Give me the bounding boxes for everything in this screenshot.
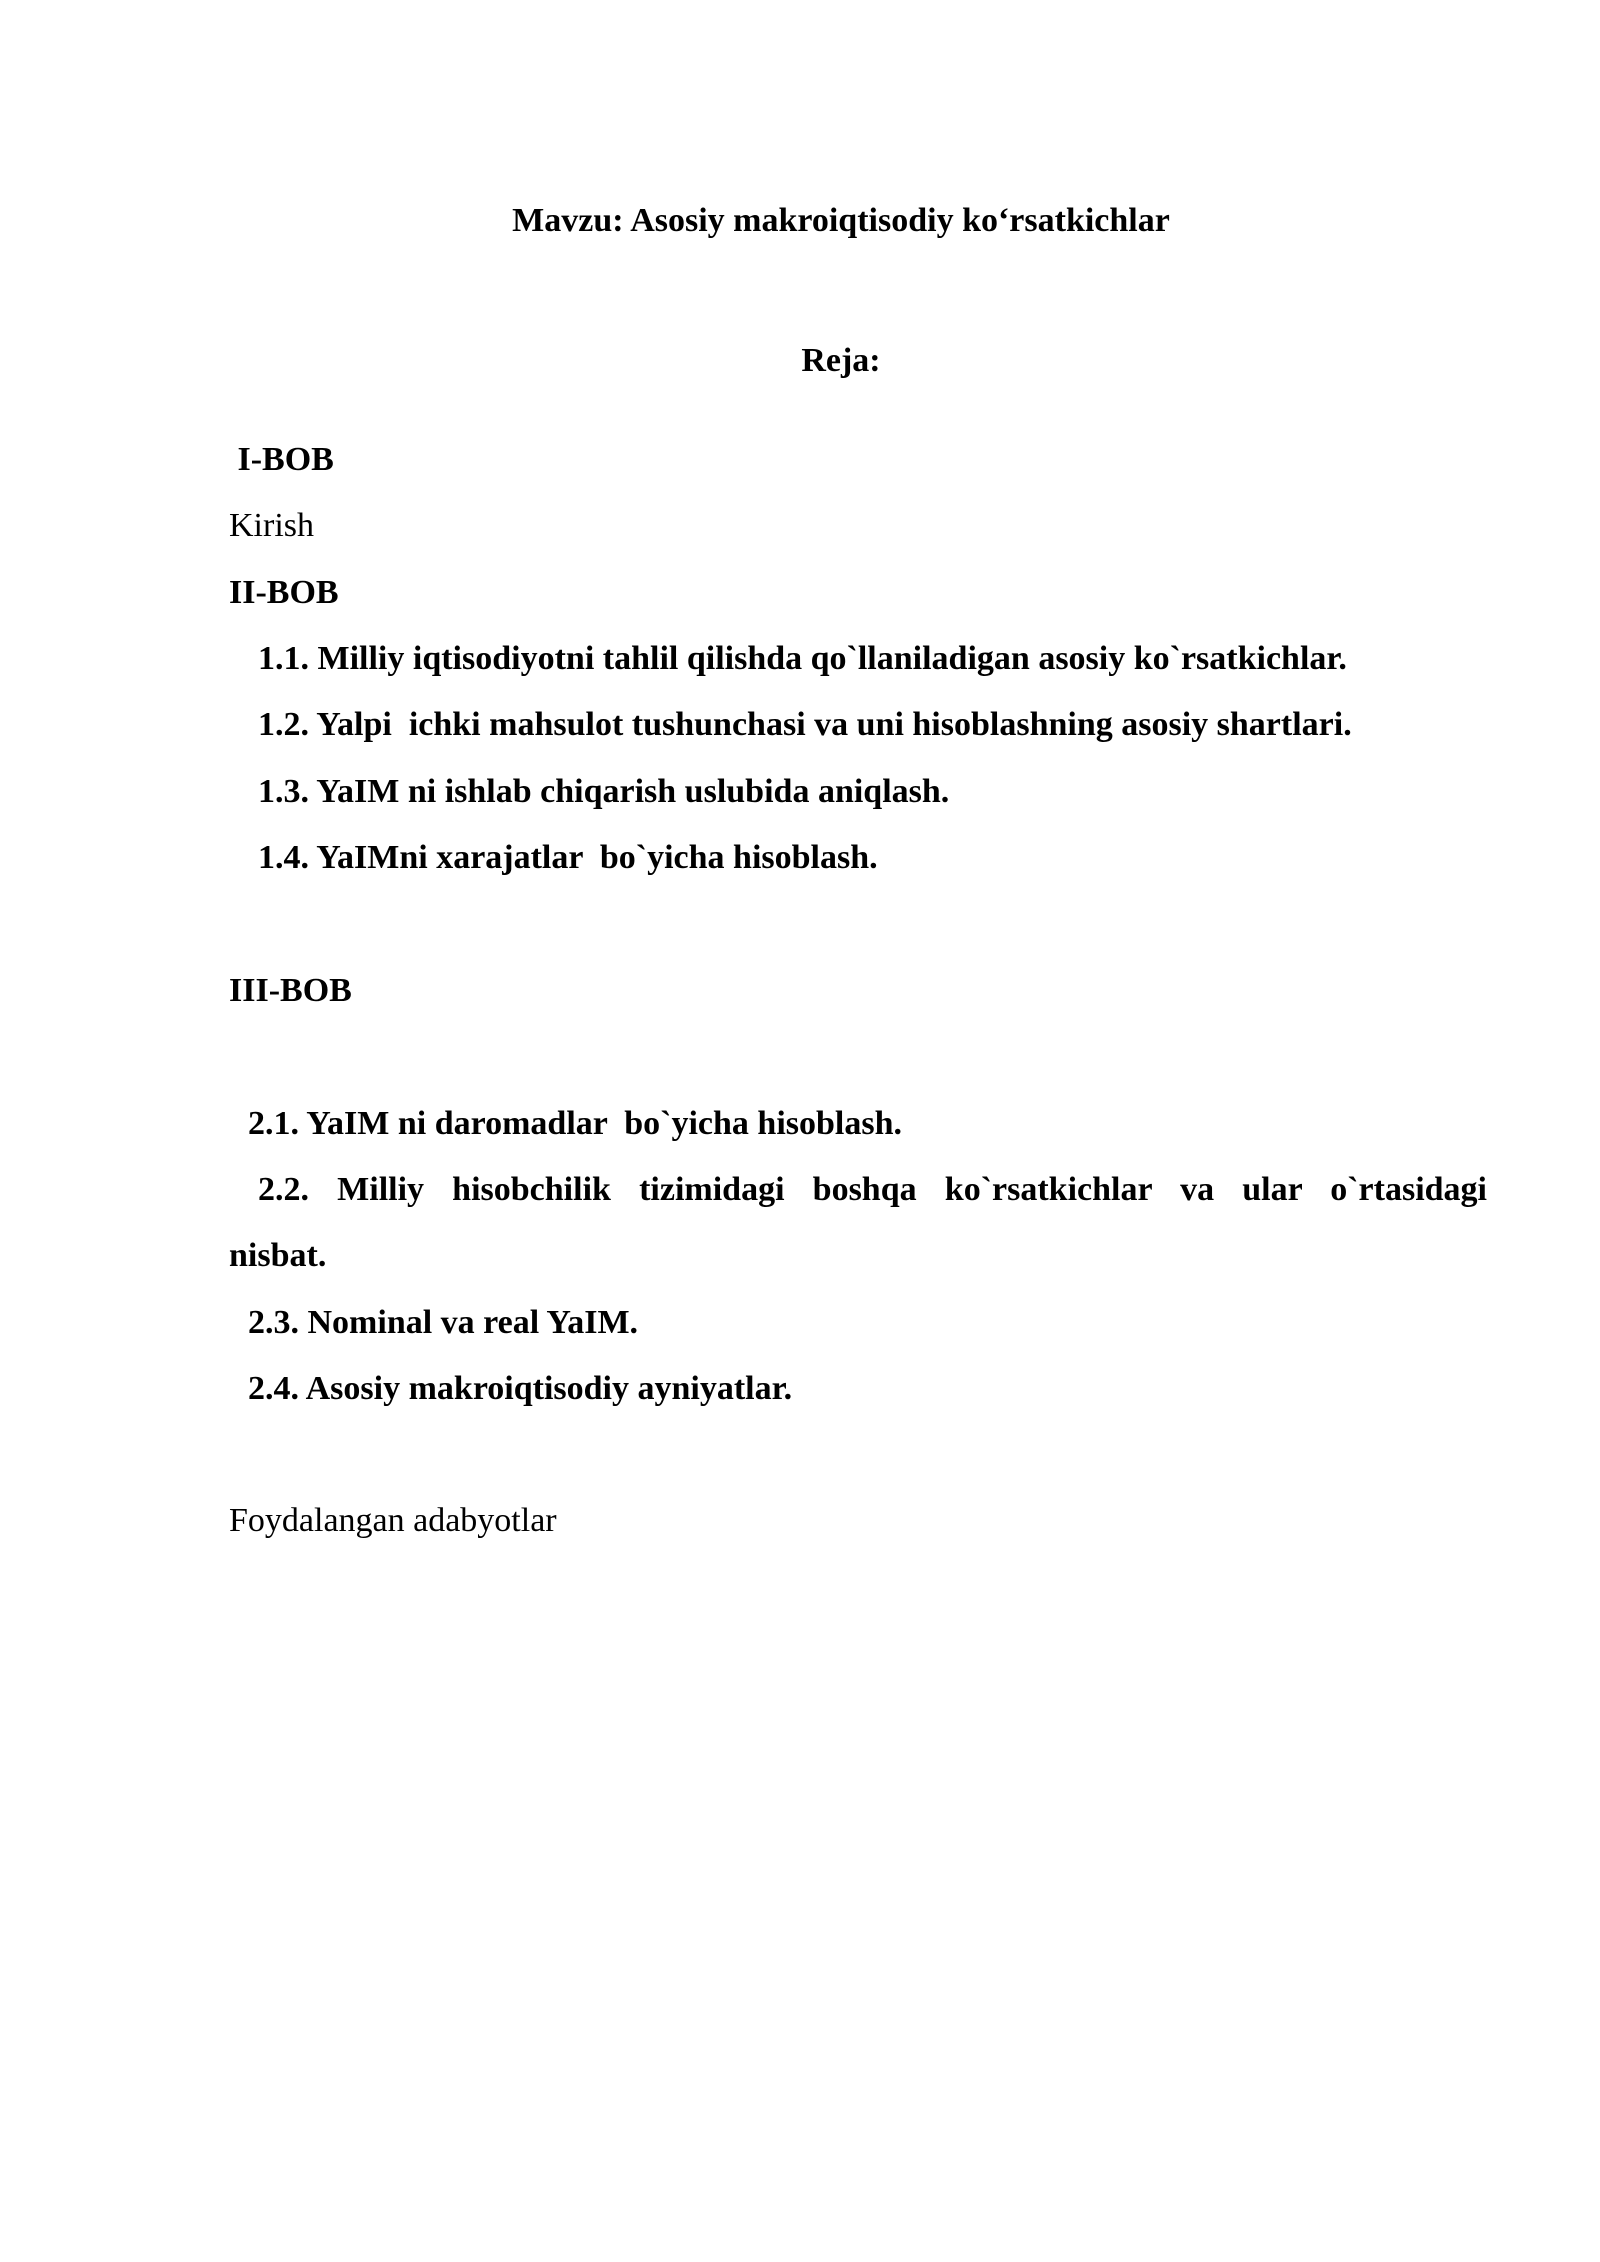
chapter-3-label: III-BOB <box>229 972 352 1009</box>
plan-item-2-1: 2.1. YaIM ni daromadlar bo`yicha hisoblash. <box>248 1105 903 1142</box>
plan-item-2-4: 2.4. Asosiy makroiqtisodiy ayniyatlar. <box>248 1370 793 1407</box>
plan-item-2-2-continued: nisbat. <box>229 1237 327 1274</box>
plan-heading: Reja: <box>801 342 881 379</box>
plan-item-2-3: 2.3. Nominal va real YaIM. <box>248 1304 639 1341</box>
references-label: Foydalangan adabyotlar <box>229 1502 557 1539</box>
plan-item-1-1: 1.1. Milliy iqtisodiyotni tahlil qilishda qo`llaniladigan asosiy ko`rsatkichlar. <box>258 640 1347 677</box>
plan-item-1-3: 1.3. YaIM ni ishlab chiqarish uslubida aniqlash. <box>258 773 950 810</box>
plan-item-1-4: 1.4. YaIMni xarajatlar bo`yicha hisoblash. <box>258 839 878 876</box>
chapter-1-label: I-BOB <box>229 441 334 478</box>
plan-item-2-2: 2.2. Milliy hisobchilik tizimidagi boshqa ko`rsatkichlar va ular o`rtasidagi <box>258 1171 1487 1208</box>
plan-item-1-2: 1.2. Yalpi ichki mahsulot tushunchasi va uni hisoblashning asosiy shartlari. <box>258 706 1352 743</box>
chapter-2-label: II-BOB <box>229 574 339 611</box>
intro-label: Kirish <box>229 507 314 544</box>
document-title: Mavzu: Asosiy makroiqtisodiy ko‘rsatkichlar <box>512 202 1170 239</box>
